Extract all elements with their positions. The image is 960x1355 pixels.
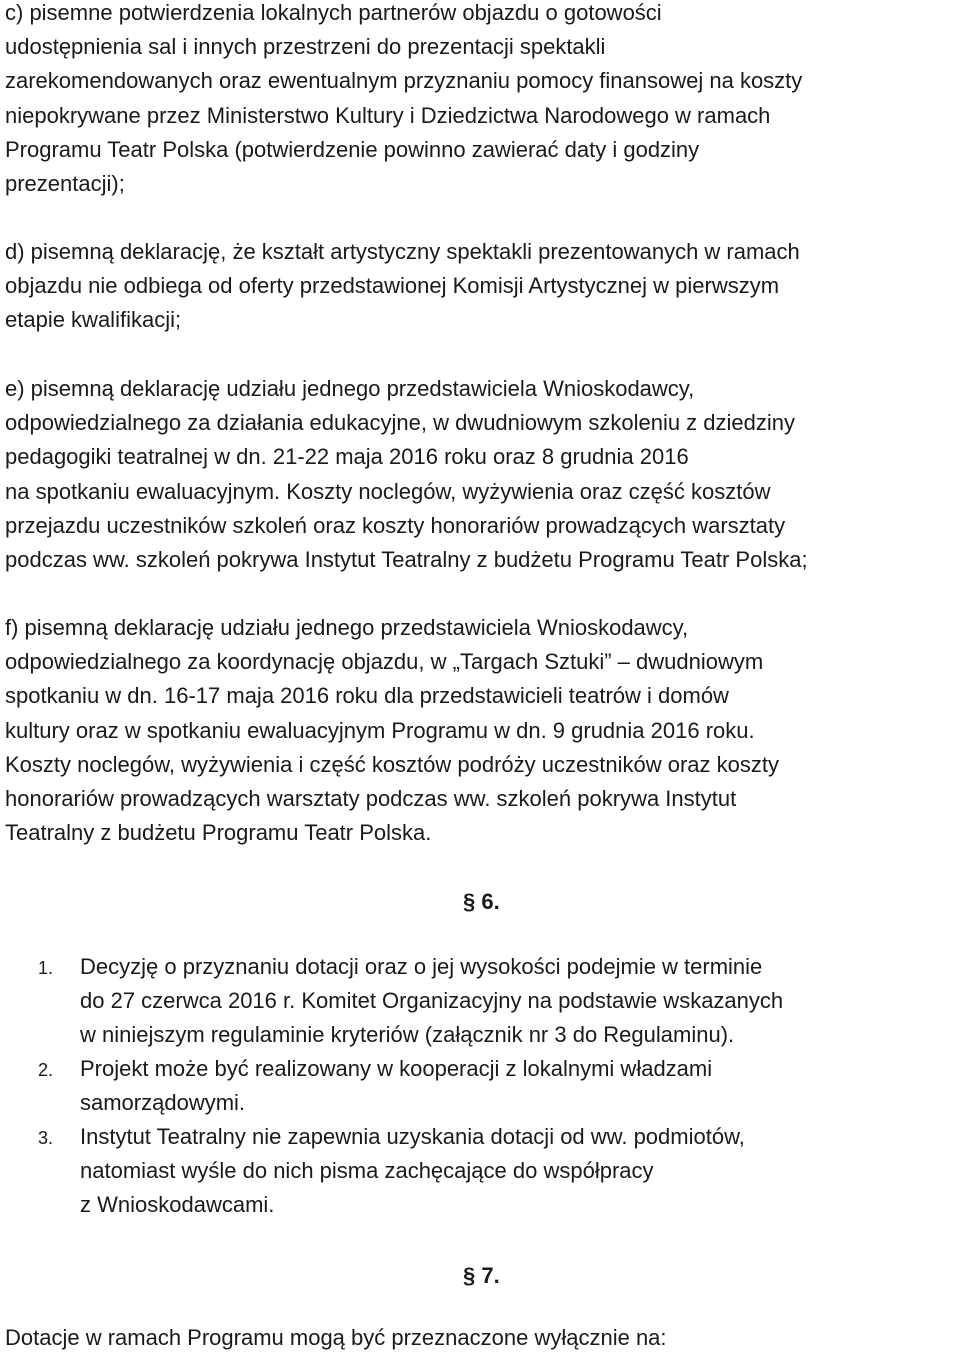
paragraph-line: honorariów prowadzących warsztaty podczas ww. szkoleń pokrywa Instytut — [5, 786, 737, 812]
paragraph-line: zarekomendowanych oraz ewentualnym przyznaniu pomocy finansowej na koszty — [5, 68, 803, 94]
paragraph-line: na spotkaniu ewaluacyjnym. Koszty noclegów, wyżywienia oraz część kosztów — [5, 478, 771, 504]
list-item — [5, 1052, 955, 1120]
paragraph-line: podczas ww. szkoleń pokrywa Instytut Teatralny z budżetu Programu Teatr Polska; — [5, 547, 808, 573]
paragraph-f — [5, 611, 779, 850]
paragraph-line: spotkaniu w dn. 16-17 maja 2016 roku dla przedstawicieli teatrów i domów — [5, 683, 729, 709]
paragraph-line: pedagogiki teatralnej w dn. 21-22 maja 2016 roku oraz 8 grudnia 2016 — [5, 444, 689, 470]
paragraph-c — [5, 0, 802, 201]
list-item-line: natomiast wyśle do nich pisma zachęcające do współpracy — [80, 1158, 654, 1183]
list-item-line: w niniejszym regulaminie kryteriów (załącznik nr 3 do Regulaminu). — [80, 1022, 735, 1047]
list-marker: 3. — [38, 1128, 54, 1148]
paragraph-line: udostępnienia sal i innych przestrzeni do prezentacji spektakli — [5, 34, 606, 60]
paragraph-line: c) pisemne potwierdzenia lokalnych partnerów objazdu o gotowości — [5, 0, 662, 25]
list-item-line: Projekt może być realizowany w kooperacji z lokalnymi władzami — [80, 1056, 713, 1081]
paragraph-line: odpowiedzialnego za koordynację objazdu, w „Targach Sztuki” – dwudniowym — [5, 649, 764, 675]
paragraph-line: odpowiedzialnego za działania edukacyjne, w dwudniowym szkoleniu z dziedziny — [5, 410, 796, 436]
paragraph-line: Teatralny z budżetu Programu Teatr Polska. — [5, 820, 432, 846]
paragraph-line: Programu Teatr Polska (potwierdzenie powinno zawierać daty i godziny — [5, 136, 700, 162]
paragraph-line: kultury oraz w spotkaniu ewaluacyjnym Programu w dn. 9 grudnia 2016 roku. — [5, 717, 755, 743]
list-item-line: Decyzję o przyznaniu dotacji oraz o jej wysokości podejmie w terminie — [80, 954, 763, 979]
list-marker: 2. — [38, 1060, 54, 1080]
paragraph-line: niepokrywane przez Ministerstwo Kultury i Dziedzictwa Narodowego w ramach — [5, 102, 771, 128]
list-item-line: z Wnioskodawcami. — [80, 1192, 275, 1217]
paragraph-line: etapie kwalifikacji; — [5, 307, 182, 333]
list-item-line: samorządowymi. — [80, 1090, 246, 1115]
paragraph-e — [5, 372, 808, 577]
paragraph-line: Koszty noclegów, wyżywienia i część kosztów podróży uczestników oraz koszty — [5, 751, 779, 777]
paragraph-line: d) pisemną deklarację, że kształt artystyczny spektakli prezentowanych w ramach — [5, 239, 800, 264]
section-7-heading: § 7. — [463, 1263, 500, 1288]
paragraph-line: e) pisemną deklarację udziału jednego przedstawiciela Wnioskodawcy, — [5, 376, 695, 401]
paragraph-line: f) pisemną deklarację udziału jednego przedstawiciela Wnioskodawcy, — [5, 615, 689, 640]
list-item-line: Instytut Teatralny nie zapewnia uzyskania dotacji od ww. podmiotów, — [80, 1124, 745, 1149]
paragraph-d — [5, 235, 800, 338]
section-6-heading: § 6. — [463, 889, 500, 914]
section-6-list — [5, 950, 955, 1222]
list-item-line: do 27 czerwca 2016 r. Komitet Organizacyjny na podstawie wskazanych — [80, 988, 784, 1013]
section-7-intro — [5, 1321, 667, 1355]
paragraph-line: prezentacji); — [5, 171, 125, 197]
paragraph-line: Dotacje w ramach Programu mogą być przeznaczone wyłącznie na: — [5, 1325, 667, 1350]
list-item — [5, 950, 955, 1052]
list-marker: 1. — [38, 958, 54, 978]
paragraph-line: objazdu nie odbiega od oferty przedstawionej Komisji Artystycznej w pierwszym — [5, 273, 780, 299]
list-item — [5, 1120, 955, 1222]
paragraph-line: przejazdu uczestników szkoleń oraz koszty honorariów prowadzących warsztaty — [5, 512, 786, 538]
